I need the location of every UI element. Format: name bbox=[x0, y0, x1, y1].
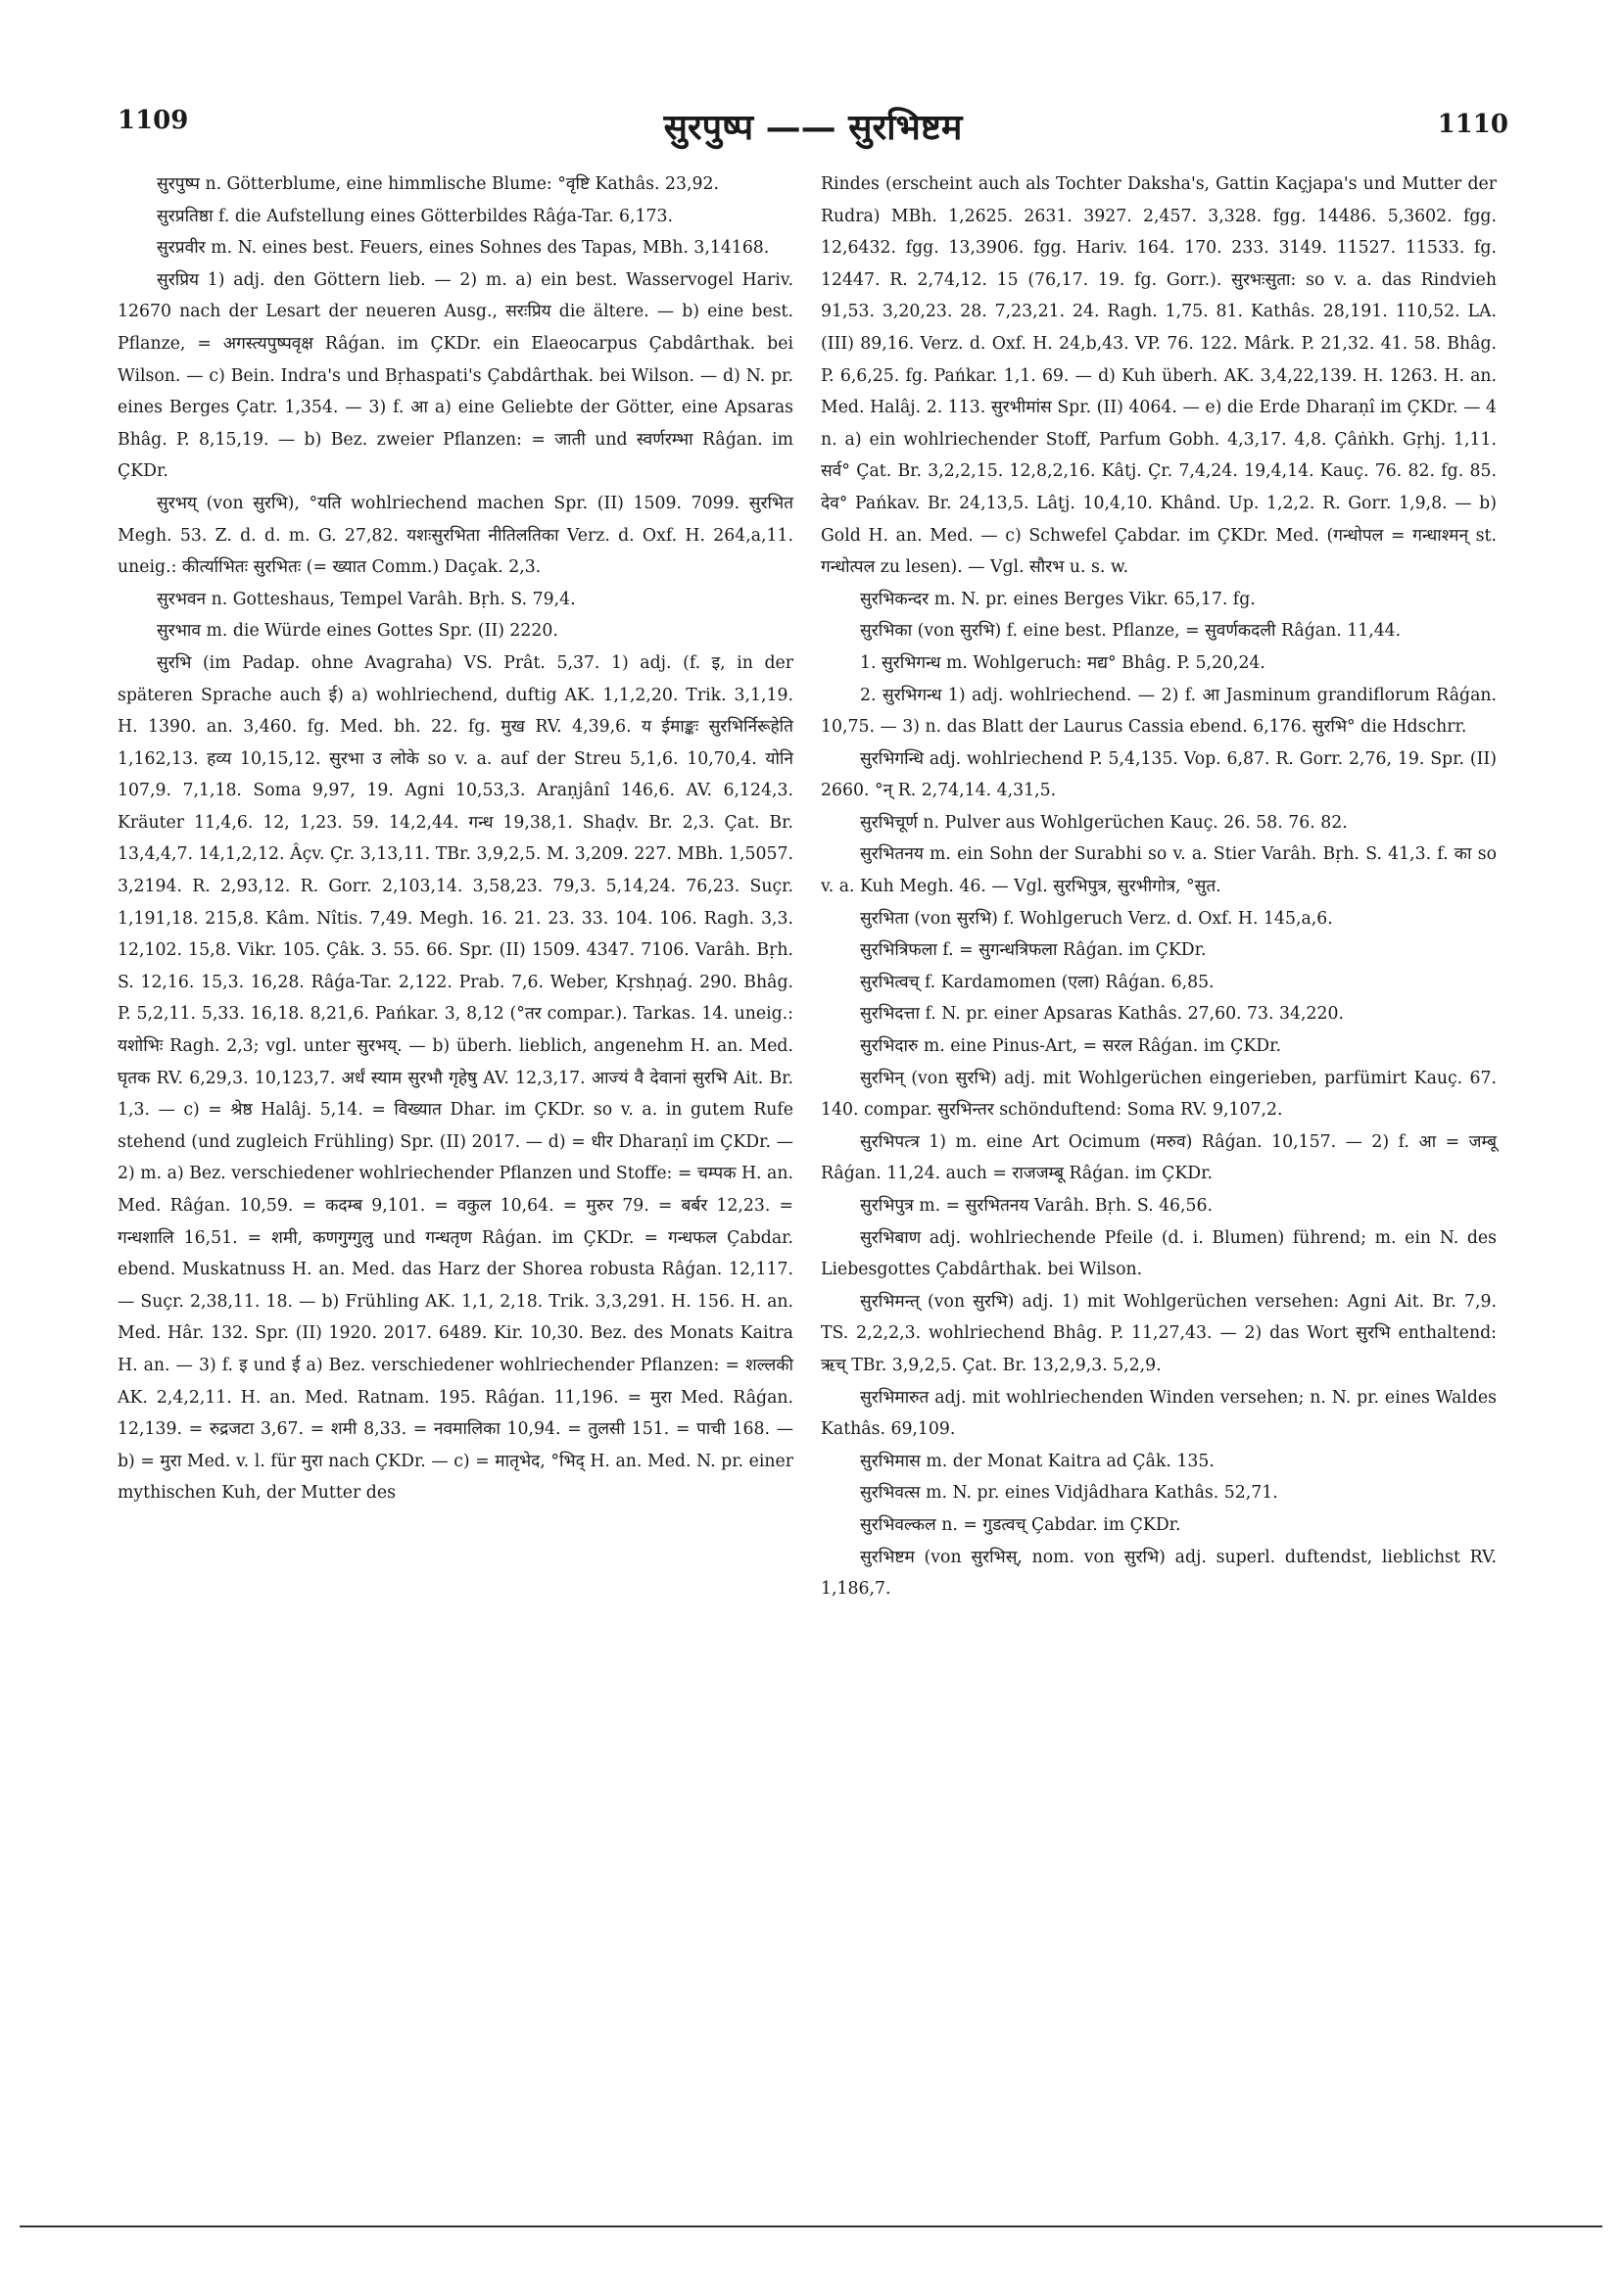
dictionary-entry: सुरभिका (von सुरभि) f. eine best. Pflanze, = सुवर्णकदली Râǵan. 11,44. bbox=[860, 621, 1402, 642]
dictionary-entry: सुरभिगन्धि adj. wohlriechend P. 5,4,135. Vop. 6,87. R. Gorr. 2,76, 19. Spr. (II) 2660. °न् R. 2,74,14. 4,31,5. bbox=[821, 748, 1497, 801]
dictionary-entry: सुरभिता (von सुरभि) f. Wohlgeruch Verz. d. Oxf. H. 145,a,6. bbox=[860, 908, 1333, 929]
dictionary-entry: सुरभिचूर्ण n. Pulver aus Wohlgerüchen Kauç. 26. 58. 76. 82. bbox=[860, 812, 1348, 833]
footer-rule bbox=[20, 2225, 1602, 2227]
dictionary-entry: सुरभि (im Padap. ohne Avagraha) VS. Prât. 5,37. 1) adj. (f. इ, in der späteren Sprache auch ई) a) wohlriechend, duftig AK. 1,1,2,20. Trik. 3,1,19. H. 1390. an. 3,460. fg. Med. bh. 22. fg. मुख RV. 4,39,6. य ईमाङ्कः सुरभिर्निरूहेति 1,162,13. हव्य 10,15,12. सुरभा उ लोके so v. a. auf der Streu 5,1,6. 10,70,4. योनि 107,9. 7,1,18. Soma 9,97, 19. Agni 10,53,3. Araṇjânî 146,6. AV. 6,124,3. Kräuter 11,4,6. 12, 1,23. 59. 14,2,44. गन्ध 19,38,1. Shaḍv. Br. 2,3. Çat. Br. 13,4,4,7. 14,1,2,12. Âçv. Çr. 3,13,11. TBr. 3,9,2,5. M. 3,209. 227. MBh. 1,5057. 3,2194. R. 2,93,12. R. Gorr. 2,103,14. 3,58,23. 79,3. 5,14,24. 76,23. Suçr. 1,191,18. 215,8. Kâm. Nîtis. 7,49. Megh. 16. 21. 23. 33. 104. 106. Ragh. 3,3. 12,102. 15,8. Vikr. 105. Çâk. 3. 55. 66. Spr. (II) 1509. 4347. 7106. Varâh. Bṛh. S. 12,16. 15,3. 16,28. Râǵa-Tar. 2,122. Prab. 7,6. Weber, Kṛshṇaǵ. 290. Bhâg. P. 5,2,11. 5,33. 16,18. 8,21,6. Pańkar. 3, 8,12 (°तर compar.). Tarkas. 14. uneig.: यशोभिः Ragh. 2,3; vgl. unter सुरभय्. — b) überh. lieblich, angenehm H. an. Med. घृतक RV. 6,29,3. 10,123,7. अर्धं स्याम सुरभौ गृहेषु AV. 12,3,17. आज्यं वै देवानां सुरभि Ait. Br. 1,3. — c) = श्रेष्ठ Halâj. 5,14. = विख्यात Dhar. im ÇKDr. so v. a. in gutem Rufe stehend (und zugleich Frühling) Spr. (II) 2017. — d) = धीर Dharaṇî im ÇKDr. — 2) m. a) Bez. verschiedener wohlriechender Pflanzen und Stoffe: = चम्पक H. an. Med. Râǵan. 10,59. = कदम्ब 9,101. = वकुल 10,64. = मुरुर 79. = बर्बर 12,23. = गन्धशालि 16,51. = शमी, कणगुग्गुलु und गन्धतृण Râǵan. im ÇKDr. = गन्धफल Çabdar. ebend. Muskatnuss H. an. Med. das Harz der Shorea robusta Râǵan. 12,117. — Suçr. 2,38,11. 18. — b) Frühling AK. 1,1, 2,18. Trik. 3,3,291. H. 156. H. an. Med. Hâr. 132. Spr. (II) 1920. 2017. 6489. Kir. 10,30. Bez. des Monats Kaitra H. an. — 3) f. इ und ई a) Bez. verschiedener wohlriechender Pflanzen: = शल्लकी AK. 2,4,2,11. H. an. Med. Ratnam. 195. Râǵan. 11,196. = मुरा Med. Râǵan. 12,139. = रुद्रजटा 3,67. = शमी 8,33. = नवमालिका 10,94. = तुलसी 151. = पाची 168. — b) = मुरा Med. v. l. für मुरा nach ÇKDr. — c) = मातृभेद, °भिद् H. an. Med. N. pr. einer mythischen Kuh, der Mutter des bbox=[118, 652, 793, 1504]
dictionary-entry: सुरभिदारु m. eine Pinus-Art, = सरल Râǵan. im ÇKDr. bbox=[860, 1036, 1282, 1057]
dictionary-entry: सुरभितनय m. ein Sohn der Surabhi so v. a. Stier Varâh. Bṛh. S. 41,3. f. का so v. a. Kuh Megh. 46. — Vgl. सुरभिपुत्र, सुरभीगोत्र, °सुत. bbox=[821, 844, 1497, 897]
dictionary-entry: सुरप्रतिष्ठा f. die Aufstellung eines Götterbildes Râǵa-Tar. 6,173. bbox=[157, 206, 673, 226]
dictionary-entry: सुरभिवल्कल n. = गुडत्वच् Çabdar. im ÇKDr. bbox=[860, 1514, 1181, 1535]
dictionary-entry: सुरभिपत्त्र 1) m. eine Art Ocimum (मरुव) Râǵan. 10,157. — 2) f. आ = जम्बू Râǵan. 11,24. auch = राजजम्बू Râǵan. im ÇKDr. bbox=[821, 1131, 1497, 1184]
dictionary-entry: सुरभिबाण adj. wohlriechende Pfeile (d. i. Blumen) führend; m. ein N. des Liebesgottes Çabdârthak. bei Wilson. bbox=[821, 1227, 1497, 1280]
dictionary-entry: सुरभिन् (von सुरभि) adj. mit Wohlgerüchen eingerieben, parfümirt Kauç. 67. 140. compar. सुरभिन्तर schönduftend: Soma RV. 9,107,2. bbox=[821, 1068, 1497, 1121]
page-number-right: 1110 bbox=[1437, 110, 1508, 139]
dictionary-entry: 2. सुरभिगन्ध 1) adj. wohlriechend. — 2) f. आ Jasminum grandiflorum Râǵan. 10,75. — 3) n. das Blatt der Laurus Cassia ebend. 6,176. सुरभि° die Hdschrr. bbox=[821, 685, 1497, 738]
dictionary-entry: सुरप्रवीर m. N. eines best. Feuers, eines Sohnes des Tapas, MBh. 3,14168. bbox=[157, 238, 770, 259]
dictionary-entry: सुरपुष्प n. Götterblume, eine himmlische Blume: °वृष्टि Kathâs. 23,92. bbox=[157, 174, 719, 194]
dictionary-entry: सुरभिष्टम (von सुरभिस्, nom. von सुरभि) adj. superl. duftendst, lieblichst RV. 1,186,7. bbox=[821, 1547, 1497, 1600]
dictionary-entry: सुरभिमास m. der Monat Kaitra ad Çâk. 135. bbox=[860, 1451, 1215, 1471]
dictionary-entry: सुरप्रिय 1) adj. den Göttern lieb. — 2) m. a) ein best. Wasservogel Hariv. 12670 nach der Lesart der neueren Ausg., सरःप्रिय die ältere. — b) eine best. Pflanze, = अगस्त्यपुष्पवृक्ष Râǵan. im ÇKDr. ein Elaeocarpus Çabdârthak. bei Wilson. — c) Bein. Indra's und Bṛhaspati's Çabdârthak. bei Wilson. — d) N. pr. eines Berges Çatr. 1,354. — 3) f. आ a) eine Geliebte der Götter, eine Apsaras Bhâg. P. 8,15,19. — b) Bez. zweier Pflanzen: = जाती und स्वर्णरम्भा Râǵan. im ÇKDr. bbox=[118, 269, 793, 482]
dictionary-entry: सुरभवन n. Gotteshaus, Tempel Varâh. Bṛh. S. 79,4. bbox=[157, 589, 576, 609]
left-column bbox=[118, 168, 793, 1509]
dictionary-entry: सुरभिमारुत adj. mit wohlriechenden Winden versehen; n. N. pr. eines Waldes Kathâs. 69,109. bbox=[821, 1387, 1497, 1440]
dictionary-entry: सुरभिकन्दर m. N. pr. eines Berges Vikr. 65,17. fg. bbox=[860, 589, 1256, 609]
dictionary-entry: सुरभाव m. die Würde eines Gottes Spr. (II) 2220. bbox=[157, 621, 558, 642]
dictionary-entry-continued: Rindes (erscheint auch als Tochter Daksha's, Gattin Kaçjapa's und Mutter der Rudra) MBh. 1,2625. 2631. 3927. 2,457. 3,328. fgg. 14486. 5,3602. fgg. 12,6432. fgg. 13,3906. fgg. Hariv. 164. 170. 233. 3149. 11527. 11533. fg. 12447. R. 2,74,12. 15 (76,17. 19. fg. Gorr.). सुरभःसुता: so v. a. das Rindvieh 91,53. 3,20,23. 28. 7,23,21. 24. Ragh. 1,75. 81. Kathâs. 28,191. 110,52. LA. (III) 89,16. Verz. d. Oxf. H. 24,b,43. VP. 76. 122. Mârk. P. 21,32. 41. 58. Bhâg. P. 6,6,25. fg. Pańkar. 1,1. 69. — d) Kuh überh. AK. 3,4,22,139. H. 1263. H. an. Med. Halâj. 2. 113. सुरभीमांस Spr. (II) 4064. — e) die Erde Dharaṇî im ÇKDr. — 4 n. a) ein wohlriechender Stoff, Parfum Gobh. 4,3,17. 4,8. Çâṅkh. Gṛhj. 1,11. सर्व° Çat. Br. 3,2,2,15. 12,8,2,16. Kâtj. Çr. 7,4,24. 19,4,14. Kauç. 76. 82. fg. 85. देव° Pańkav. Br. 24,13,5. Lâṭj. 10,4,10. Khând. Up. 1,2,2. R. Gorr. 1,9,8. — b) Gold H. an. Med. — c) Schwefel Çabdar. im ÇKDr. Med. (गन्धोपल = गन्धाश्मन् st. गन्धोत्पल zu lesen). — Vgl. सौरभ u. s. w. bbox=[821, 174, 1497, 578]
dictionary-entry: सुरभय् (von सुरभि), °यति wohlriechend machen Spr. (II) 1509. 7099. सुरभित Megh. 53. Z. d. d. m. G. 27,82. यशःसुरभिता नीतिलतिका Verz. d. Oxf. H. 264,a,11. uneig.: कीर्त्याभितः सुरभितः (= ख्यात Comm.) Daçak. 2,3. bbox=[118, 493, 793, 578]
dictionary-entry: सुरभिवत्स m. N. pr. eines Vidjâdhara Kathâs. 52,71. bbox=[860, 1483, 1278, 1504]
right-column bbox=[821, 168, 1497, 1605]
dictionary-entry: सुरभिपुत्र m. = सुरभितनय Varâh. Bṛh. S. 46,56. bbox=[860, 1196, 1214, 1216]
dictionary-entry: सुरभिमन्त् (von सुरभि) adj. 1) mit Wohlgerüchen versehen: Agni Ait. Br. 7,9. TS. 2,2,2,3. wohlriechend Bhâg. P. 11,27,43. — 2) das Wort सुरभि enthaltend: ऋच् TBr. 3,9,2,5. Çat. Br. 13,2,9,3. 5,2,9. bbox=[821, 1291, 1497, 1375]
dictionary-entry: सुरभिदत्ता f. N. pr. einer Apsaras Kathâs. 27,60. 73. 34,220. bbox=[860, 1004, 1344, 1025]
page-number-left: 1109 bbox=[118, 106, 189, 135]
dictionary-entry: 1. सुरभिगन्ध m. Wohlgeruch: मद्य° Bhâg. P. 5,20,24. bbox=[860, 652, 1265, 673]
dictionary-entry: सुरभित्वच् f. Kardamomen (एला) Râǵan. 6,85. bbox=[860, 972, 1215, 992]
running-head: सुरपुष्प —— सुरभिष्टम bbox=[663, 107, 963, 148]
dictionary-entry: सुरभित्रिफला f. = सुगन्धत्रिफला Râǵan. im ÇKDr. bbox=[860, 940, 1207, 961]
page-header bbox=[118, 106, 1508, 155]
